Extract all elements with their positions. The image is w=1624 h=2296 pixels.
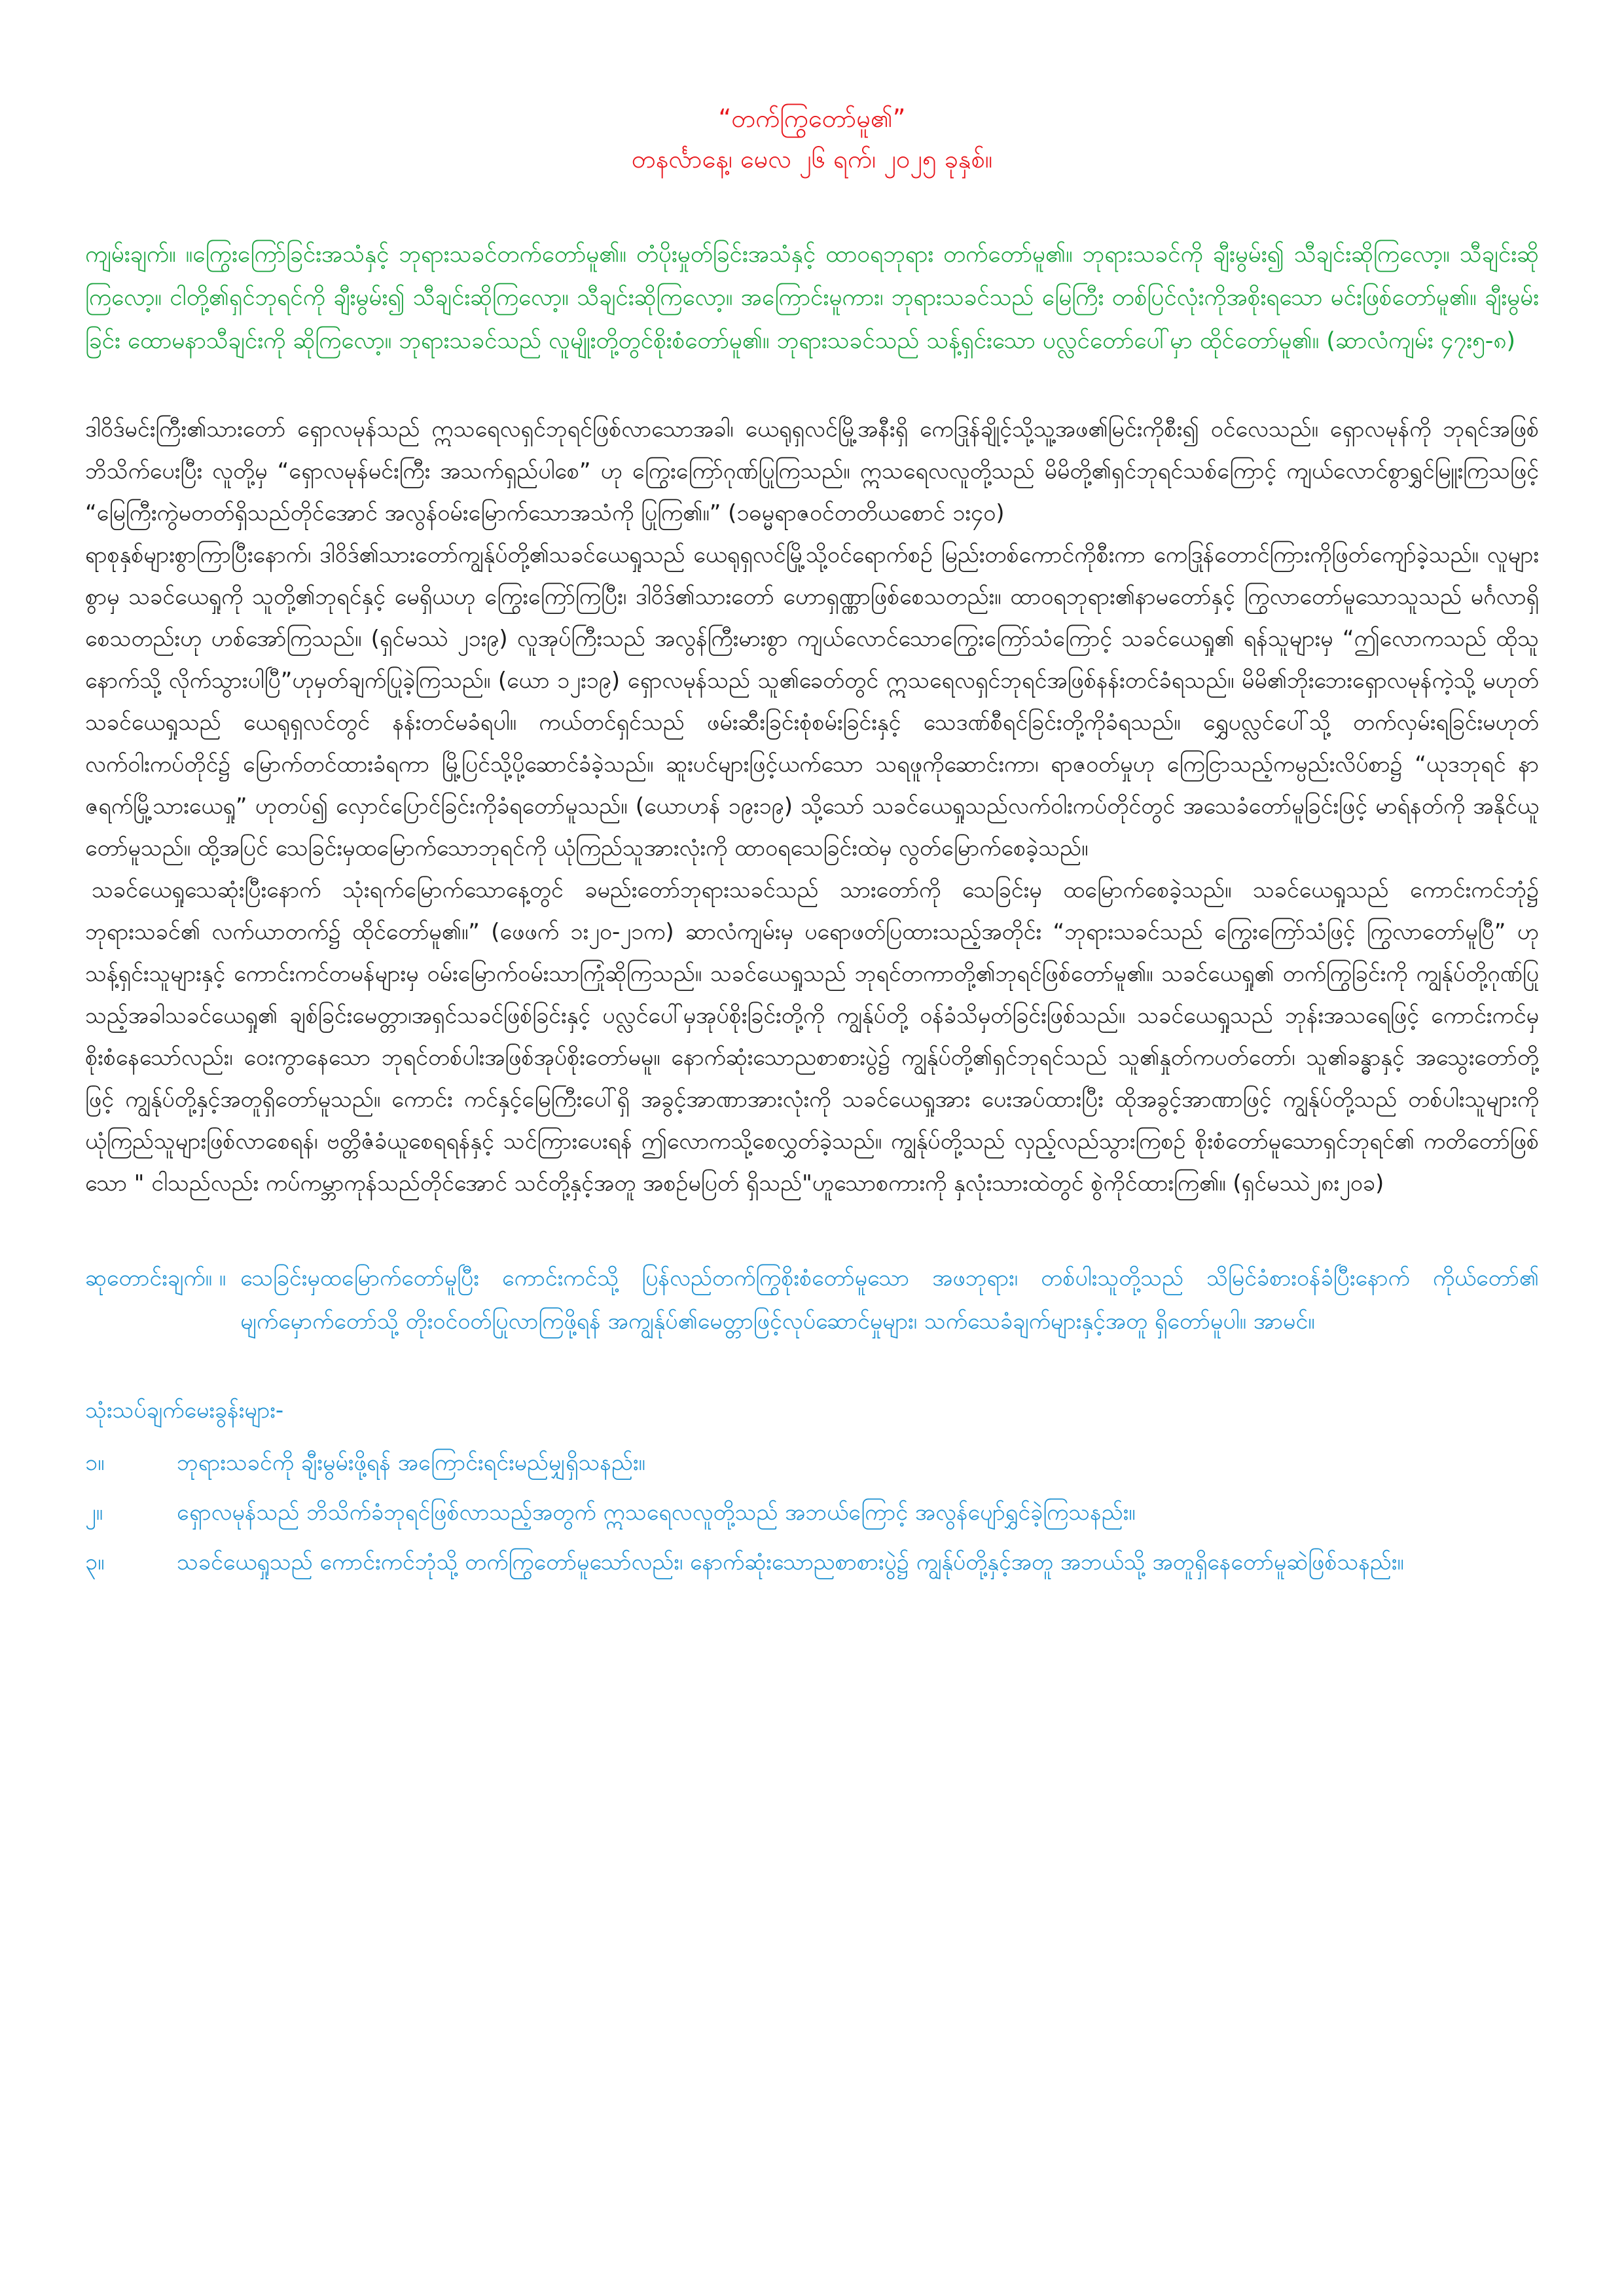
body-paragraph-2: ရာစုနှစ်များစွာကြာပြီးနောက်၊ ဒါဝိဒ်၏သားတော်ကျွန်ုပ်တို့၏သခင်ယေရှုသည် ယေရုရှလင်မြို့သို့ဝင်ရောက်စဉ် မြည်းတစ်ကောင်ကိုစီးကာ ကေဒြုန်တောင်ကြားကိုဖြတ်ကျော်ခဲ့သည်။ လူများစွာမှ သခင်ယေရှုကို သူတို့၏ဘုရင်နှင့် မေရှိယဟု ကြွေးကြော်ကြပြီး၊ ဒါဝိဒ်၏သားတော် ဟောရှဏ္ဏာဖြစ်စေသတည်း။ ထာဝရဘုရား၏နာမတော်နှင့် ကြွလာတော်မူသောသူသည် မင်္ဂလာရှိစေသတည်းဟု ဟစ်အော်ကြသည်။ (ရှင်မဿဲ ၂၁း၉) လူအုပ်ကြီးသည် အလွန်ကြီးမားစွာ ကျယ်လောင်သောကြွေးကြော်သံကြောင့် သခင်ယေရှု၏ ရန်သူများမှ “ဤလောကသည် ထိုသူနောက်သို့ လိုက်သွားပါပြီ”ဟုမှတ်ချက်ပြုခဲ့ကြသည်။ (ယော ၁၂း၁၉) ရှောလမုန်သည် သူ၏ခေတ်တွင် ဣသရေလရှင်ဘုရင်အဖြစ်နန်းတင်ခံရသည်။ မိမိ၏ဘိုးဘေးရှောလမုန်ကဲ့သို့ မဟုတ် သခင်ယေရှုသည် ယေရုရှလင်တွင် နန်းတင်မခံရပါ။ ကယ်တင်ရှင်သည် ဖမ်းဆီးခြင်းစုံစမ်းခြင်းနှင့် သေဒဏ်စီရင်ခြင်းတို့ကိုခံရသည်။ ရွှေပလ္လင်ပေါ်သို့ တက်လှမ်းရခြင်းမဟုတ် လက်ဝါးကပ်တိုင်၌ မြောက်တင်ထားခံရကာ မြို့ပြင်သို့ပို့ဆောင်ခံခဲ့သည်။ ဆူးပင်များဖြင့်ယက်သော သရဖူကိုဆောင်းကာ၊ ရာဇဝတ်မှုဟု ကြေငြာသည့်ကမ္ပည်းလိပ်စာ၌ “ယုဒဘုရင် နာဇရက်မြို့သားယေရှု” ဟုတပ်၍ လှောင်ပြောင်ခြင်းကိုခံရတော်မူသည်။ (ယောဟန် ၁၉း၁၉) သို့သော် သခင်ယေရှုသည်လက်ဝါးကပ်တိုင်တွင် အသေခံတော်မူခြင်းဖြင့် မာရ်နတ်ကို အနိုင်ယူတော်မူသည်။ ထို့အပြင် သေခြင်းမှထမြောက်သောဘုရင်ကို ယုံကြည်သူအားလုံးကို ထာဝရသေခြင်းထဲမှ လွတ်မြောက်စေခဲ့သည်။	[85, 542, 1539, 861]
header	[85, 98, 1539, 179]
question-item	[85, 1491, 1539, 1534]
question-number: ၂။	[85, 1499, 103, 1526]
question-text: သခင်ယေရှုသည် ကောင်းကင်ဘုံသို့ တက်ကြွတော်မူသော်လည်း၊ နောက်ဆုံးသောညစာစားပွဲ၌ ကျွန်ုပ်တို့နှင့်အတူ အဘယ်သို့ အတူရှိနေတော်မူဆဲဖြစ်သနည်း။	[177, 1549, 1404, 1575]
page-title: “တက်ကြွတော်မူ၏”	[718, 104, 906, 133]
question-number: ၁။	[85, 1450, 105, 1476]
question-item	[85, 1541, 1539, 1584]
date-line: တနင်္လာနေ့၊ မေလ ၂၆ ရက်၊ ၂၀၂၅ ခုနှစ်။	[631, 145, 993, 173]
reflection-questions	[85, 1389, 1539, 1584]
question-item	[85, 1441, 1539, 1484]
prayer-text: သေခြင်းမှထမြောက်တော်မူပြီး ကောင်းကင်သို့ ပြန်လည်တက်ကြွစိုးစံတော်မူသော အဖဘုရား၊ တစ်ပါးသူတို့သည် သိမြင်ခံစားဝန်ခံပြီးနောက် ကိုယ်တော်၏ မျက်မှောက်တော်သို့ တိုးဝင်ဝတ်ပြုလာကြဖို့ရန် အကျွန်ုပ်၏မေတ္တာဖြင့်လုပ်ဆောင်မှုများ၊ သက်သေခံချက်များနှင့်အတူ ရှိတော်မူပါ။ အာမင်။	[240, 1265, 1539, 1335]
prayer-section	[85, 1257, 1539, 1343]
question-number: ၃။	[85, 1549, 105, 1575]
prayer-label: ဆုတောင်းချက်။ ။	[85, 1265, 226, 1291]
question-text: ဘုရားသခင်ကို ချီးမွမ်းဖို့ရန် အကြောင်းရင်းမည်မျှရှိသနည်း။	[177, 1450, 645, 1476]
memory-verse: ကျမ်းချက်။ ။ကြွေးကြော်ခြင်းအသံနှင့် ဘုရားသခင်တက်တော်မူ၏။ တံပိုးမှုတ်ခြင်းအသံနှင့် ထာဝရဘုရား တက်တော်မူ၏။ ဘုရားသခင်ကို ချီးမွမ်း၍ သီချင်းဆိုကြလော့။ သီချင်းဆိုကြလော့။ ငါတို့၏ရှင်ဘုရင်ကို ချီးမွမ်း၍ သီချင်းဆိုကြလော့။ သီချင်းဆိုကြလော့။ အကြောင်းမူကား၊ ဘုရားသခင်သည် မြေကြီး တစ်ပြင်လုံးကိုအစိုးရသော မင်းဖြစ်တော်မူ၏။ ချီးမွမ်းခြင်း ထောမနာသီချင်းကို ဆိုကြလော့။ ဘုရားသခင်သည် လူမျိုးတို့တွင်စိုးစံတော်မူ၏။ ဘုရားသခင်သည် သန့်ရှင်းသော ပလ္လင်တော်ပေါ်မှာ ထိုင်တော်မူ၏။ (ဆာလံကျမ်း ၄၇း၅-၈)	[85, 242, 1539, 354]
body-paragraph-1: ဒါဝိဒ်မင်းကြီး၏သားတော် ရှောလမုန်သည် ဣသရေလရှင်ဘုရင်ဖြစ်လာသောအခါ၊ ယေရုရှလင်မြို့အနီးရှိ ကေဒြုန်ချိုင့်သို့သူ့အဖ၏မြင်းကိုစီး၍ ဝင်လေသည်။ ရှောလမုန်ကို ဘုရင်အဖြစ်ဘိသိက်ပေးပြီး လူတို့မှ “ရှောလမုန်မင်းကြီး အသက်ရှည်ပါစေ” ဟု ကြွေးကြော်ဂုဏ်ပြုကြသည်။ ဣသရေလလူတို့သည် မိမိတို့၏ရှင်ဘုရင်သစ်ကြောင့် ကျယ်လောင်စွာရွှင်မြူးကြသဖြင့် “မြေကြီးကွဲမတတ်ရှိသည်တိုင်အောင် အလွန်ဝမ်းမြောက်သောအသံကို ပြုကြ၏။” (၁ဓမ္မရာဇဝင်တတိယစောင် ၁း၄၀)	[85, 416, 1539, 526]
body-paragraph-3: သခင်ယေရှုသေဆုံးပြီးနောက် သုံးရက်မြောက်သောနေ့တွင် ခမည်းတော်ဘုရားသခင်သည် သားတော်ကို သေခြင်းမှ ထမြောက်စေခဲ့သည်။ သခင်ယေရှုသည် ကောင်းကင်ဘုံ၌ ဘုရားသခင်၏ လက်ယာတက်၌ ထိုင်တော်မူ၏။” (ဖေဖက် ၁း၂၀-၂၁က) ဆာလံကျမ်းမှ ပရောဖတ်ပြထားသည့်အတိုင်း “ဘုရားသခင်သည် ကြွေးကြော်သံဖြင့် ကြွလာတော်မူပြီ” ဟု သန့်ရှင်းသူများနှင့် ကောင်းကင်တမန်များမှ ဝမ်းမြောက်ဝမ်းသာကြုံဆိုကြသည်။ သခင်ယေရှုသည် ဘုရင်တကာတို့၏ဘုရင်ဖြစ်တော်မူ၏။ သခင်ယေရှု၏ တက်ကြွခြင်းကို ကျွန်ုပ်တို့ဂုဏ်ပြုသည့်အခါသခင်ယေရှု၏ ချစ်ခြင်းမေတ္တာ၊အရှင်သခင်ဖြစ်ခြင်းနှင့် ပလ္လင်ပေါ်မှအုပ်စိုးခြင်းတို့ကို ကျွန်ုပ်တို့ ဝန်ခံသိမှတ်ခြင်းဖြစ်သည်။ သခင်ယေရှုသည် ဘုန်းအသရေဖြင့် ကောင်းကင်မှ စိုးစံနေသော်လည်း၊ ဝေးကွာနေသော ဘုရင်တစ်ပါးအဖြစ်အုပ်စိုးတော်မမူ။ နောက်ဆုံးသောညစာစားပွဲ၌ ကျွန်ုပ်တို့၏ရှင်ဘုရင်သည် သူ၏နှုတ်ကပတ်တော်၊ သူ၏ခန္ဓာနှင့် အသွေးတော်တို့ဖြင့် ကျွန်ုပ်တို့နှင့်အတူရှိတော်မူသည်။ ကောင်း ကင်နှင့်မြေကြီးပေါ်ရှိ အခွင့်အာဏာအားလုံးကို သခင်ယေရှုအား ပေးအပ်ထားပြီး ထိုအခွင့်အာဏာဖြင့် ကျွန်ုပ်တို့သည် တစ်ပါးသူများကို ယုံကြည်သူများဖြစ်လာစေရန်၊ ဗတ္တိဇံခံယူစေရရန်နှင့် သင်ကြားပေးရန် ဤလောကသို့စေလွှတ်ခဲ့သည်။ ကျွန်ုပ်တို့သည် လှည့်လည်သွားကြစဉ် စိုးစံတော်မူသောရှင်ဘုရင်၏ ကတိတော်ဖြစ်သော " ငါသည်လည်း ကပ်ကမ္ဘာကုန်သည်တိုင်အောင် သင်တို့နှင့်အတူ အစဉ်မပြတ် ရှိသည်"ဟူသောစကားကို နှလုံးသားထဲတွင် စွဲကိုင်ထားကြ၏။ (ရှင်မဿဲ၂၈း၂၀ခ)	[85, 877, 1540, 1196]
question-text: ရှောလမုန်သည် ဘိသိက်ခံဘုရင်ဖြစ်လာသည့်အတွက် ဣသရေလလူတို့သည် အဘယ်ကြောင့် အလွန်ပျော်ရွှင်ခဲ့ကြသနည်း။	[177, 1499, 1136, 1526]
questions-heading: သုံးသပ်ချက်မေးခွန်းများ-	[85, 1397, 284, 1424]
devotional-body	[85, 408, 1539, 1204]
